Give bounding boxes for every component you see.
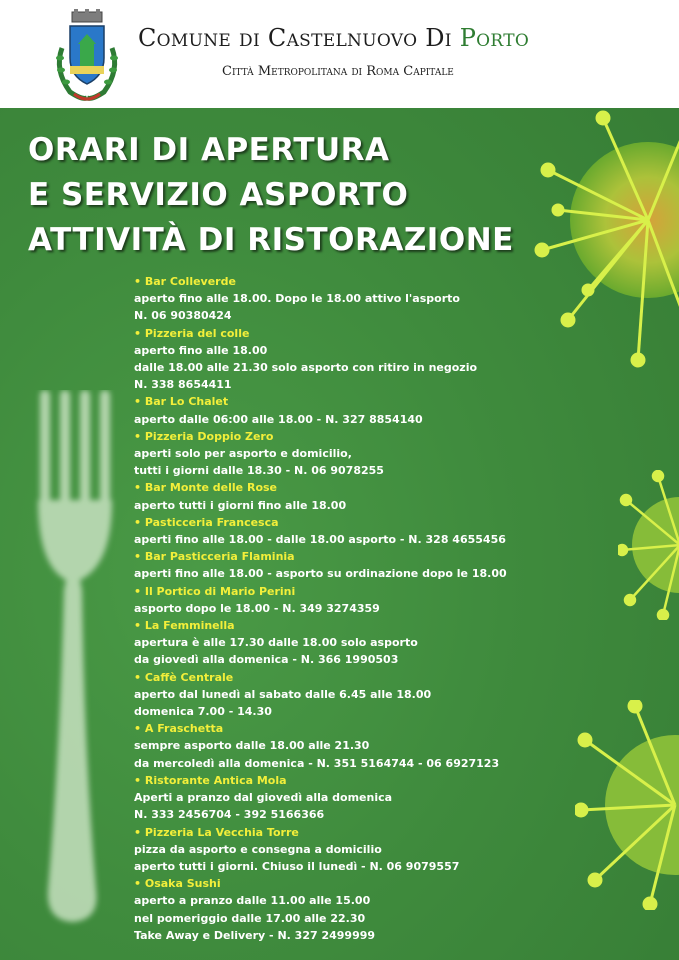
title-line-3: ATTIVITÀ DI RISTORAZIONE bbox=[28, 222, 514, 258]
business-name: • Ristorante Antica Mola bbox=[134, 773, 287, 787]
business-detail: N. 338 8654411 bbox=[134, 378, 232, 392]
business-name: • Bar Monte delle Rose bbox=[134, 481, 278, 495]
business-detail: aperti solo per asporto e domicilio, bbox=[134, 447, 352, 461]
virus-icon bbox=[618, 470, 679, 620]
business-name: • Pizzeria del colle bbox=[134, 326, 250, 340]
business-detail: dalle 18.00 alle 21.30 solo asporto con ritiro in negozio bbox=[134, 361, 478, 375]
business-name: • Bar Pasticceria Flaminia bbox=[134, 550, 295, 564]
business-name: • Pasticceria Francesca bbox=[134, 515, 279, 529]
title-line-2: E SERVIZIO ASPORTO bbox=[28, 177, 409, 213]
business-detail: aperti fino alle 18.00 - dalle 18.00 asporto - N. 328 4655456 bbox=[134, 533, 506, 547]
list-item bbox=[134, 875, 554, 944]
business-detail: aperto tutti i giorni fino alle 18.00 bbox=[134, 498, 347, 512]
business-detail: aperto dalle 06:00 alle 18.00 - N. 327 8854140 bbox=[134, 412, 423, 426]
business-detail: sempre asporto dalle 18.00 alle 21.30 bbox=[134, 739, 370, 753]
list-item bbox=[134, 273, 554, 325]
town-name-porto: Porto bbox=[459, 24, 530, 52]
business-detail: N. 333 2456704 - 392 5166366 bbox=[134, 808, 325, 822]
business-name: • Pizzeria Doppio Zero bbox=[134, 429, 274, 443]
list-item bbox=[134, 824, 554, 876]
business-detail: aperto a pranzo dalle 11.00 alle 15.00 bbox=[134, 894, 371, 908]
business-detail: aperti fino alle 18.00 - asporto su ordinazione dopo le 18.00 bbox=[134, 567, 507, 581]
crest-icon bbox=[48, 8, 126, 104]
list-item bbox=[134, 772, 554, 824]
fork-icon bbox=[30, 390, 118, 930]
list-item bbox=[134, 514, 554, 548]
business-list bbox=[134, 273, 554, 944]
town-subtitle: Città Metropolitana di Roma Capitale bbox=[222, 64, 454, 79]
list-item bbox=[134, 393, 554, 427]
business-name: • Pizzeria La Vecchia Torre bbox=[134, 825, 299, 839]
list-item bbox=[134, 617, 554, 669]
page-title bbox=[28, 128, 514, 263]
business-detail: aperto dal lunedì al sabato dalle 6.45 alle 18.00 bbox=[134, 687, 432, 701]
title-line-1: ORARI DI APERTURA bbox=[28, 132, 390, 168]
town-name-main: Comune di Castelnuovo Di bbox=[138, 24, 460, 52]
business-name: • Caffè Centrale bbox=[134, 670, 234, 684]
virus-icon bbox=[575, 700, 679, 910]
business-detail: N. 06 90380424 bbox=[134, 309, 232, 323]
business-name: • Bar Lo Chalet bbox=[134, 395, 229, 409]
list-item bbox=[134, 720, 554, 772]
business-name: • La Femminella bbox=[134, 619, 235, 633]
business-detail: Aperti a pranzo dal giovedì alla domenica bbox=[134, 791, 393, 805]
business-detail: tutti i giorni dalle 18.30 - N. 06 9078255 bbox=[134, 464, 384, 478]
business-detail: pizza da asporto e consegna a domicilio bbox=[134, 842, 382, 856]
list-item bbox=[134, 428, 554, 480]
list-item bbox=[134, 583, 554, 617]
business-detail: apertura è alle 17.30 dalle 18.00 solo asporto bbox=[134, 636, 418, 650]
business-detail: nel pomeriggio dalle 17.00 alle 22.30 bbox=[134, 911, 366, 925]
town-name bbox=[138, 24, 529, 52]
business-detail: asporto dopo le 18.00 - N. 349 3274359 bbox=[134, 601, 380, 615]
header bbox=[0, 0, 679, 108]
list-item bbox=[134, 479, 554, 513]
business-detail: domenica 7.00 - 14.30 bbox=[134, 705, 272, 719]
business-detail: da mercoledì alla domenica - N. 351 5164744 - 06 6927123 bbox=[134, 756, 500, 770]
list-item bbox=[134, 548, 554, 582]
business-detail: aperto fino alle 18.00 bbox=[134, 343, 268, 357]
business-name: • Il Portico di Mario Perini bbox=[134, 584, 296, 598]
business-name: • Osaka Sushi bbox=[134, 877, 221, 891]
business-detail: aperto tutti i giorni. Chiuso il lunedì - N. 06 9079557 bbox=[134, 859, 460, 873]
business-detail: Take Away e Delivery - N. 327 2499999 bbox=[134, 928, 376, 942]
business-name: • Bar Colleverde bbox=[134, 275, 236, 288]
business-detail: aperto fino alle 18.00. Dopo le 18.00 attivo l'asporto bbox=[134, 292, 460, 306]
list-item bbox=[134, 325, 554, 394]
list-item bbox=[134, 669, 554, 721]
business-name: • A Fraschetta bbox=[134, 722, 224, 736]
business-detail: da giovedì alla domenica - N. 366 1990503 bbox=[134, 653, 399, 667]
